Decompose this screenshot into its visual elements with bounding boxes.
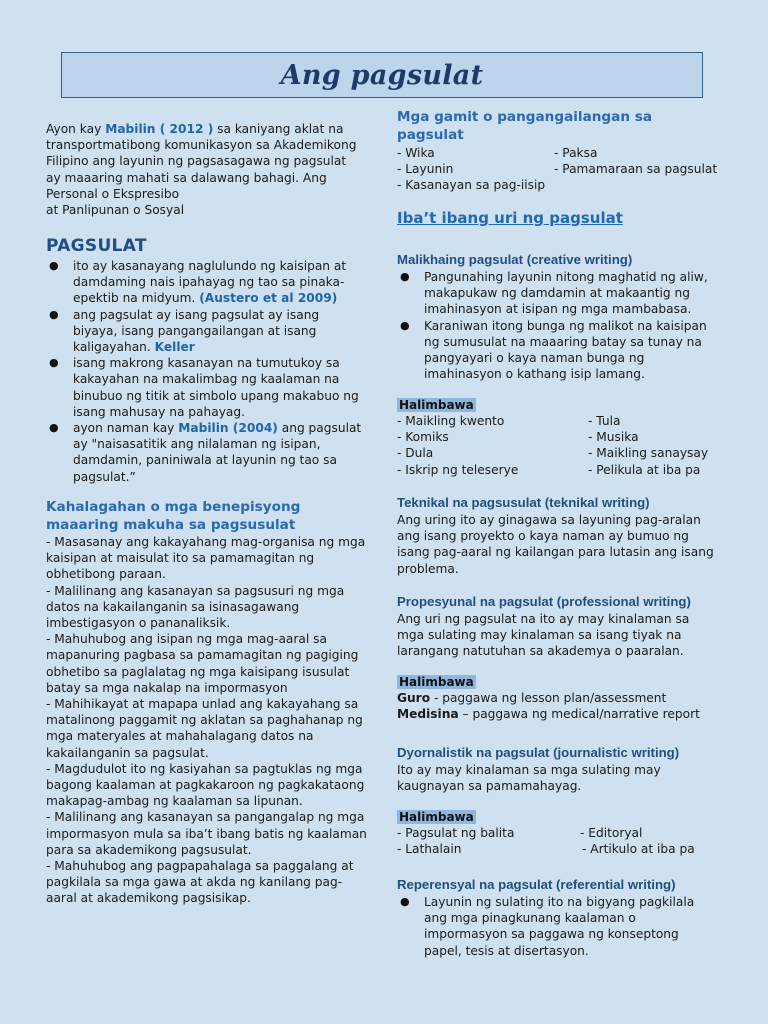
example-row: - Pagsulat ng balita - Editoryal [397, 826, 643, 840]
benefit-item: - Malilinang ang kasanayan sa pagsusuri ng mga datos na kakailanganin sa isinasagawang imbestigasyon o pananaliksik. [46, 583, 345, 631]
dyornalistik-heading: Dyornalistik na pagsulat (journalistic writing) [397, 745, 680, 760]
intro-text-1: Ayon kay [46, 122, 106, 136]
bullet-item: ● ayon naman kay Mabilin (2004) ang pagsulat ay "naisasatitik ang nilalaman ng isipan, damdamin, paniniwala at layunin ng tao sa pagsulat.” [49, 421, 362, 484]
gamit-heading: Mga gamit o pangangailangan sa pagsulat [397, 109, 653, 143]
example-row: - Iskrip ng teleserye - Pelikula at iba pa [397, 462, 701, 477]
benefit-item: - Mahihikayat at mapapa unlad ang kakayahang sa matalinong paggamit ng aklatan sa paghahanap ng mga materyales at mahahalagang datos na kakailanganin sa pagsulat. [46, 697, 363, 760]
benefit-item: - Malilinang ang kasanayan sa pangangalap ng mga impormasyon mula sa iba’t ibang batis ng kaalaman para sa akademikong pagsusulat. [46, 810, 367, 857]
bullet-dot-icon: ● [400, 270, 410, 283]
malikhaing-heading: Malikhaing pagsulat (creative writing) [397, 252, 633, 267]
reperensyal-bullets [397, 894, 713, 959]
page-title: Ang pagsulat [280, 59, 484, 91]
gamit-row: - Layunin - Pamamaraan sa pagsulat [397, 162, 718, 177]
bullet-item: ● ang pagsulat ay isang pagsulat ay isang biyaya, isang pangangailangan at isang kaligayahan. Keller [49, 307, 320, 355]
bullet-dot-icon: ● [400, 318, 410, 332]
gamit-row: - Kasanayan sa pag-iisip [397, 178, 546, 193]
bullet-dot-icon: ● [49, 307, 59, 321]
intro-author: Mabilin ( 2012 ) [105, 122, 214, 136]
gamit-row: - Wika - Paksa [397, 146, 598, 160]
malikhaing-bullets [397, 269, 723, 382]
reperensyal-heading: Reperensyal na pagsulat (referential writing) [397, 877, 676, 892]
benefits-heading: Kahalagahan o mga benepisyong maaaring makuha sa pagsusulat [46, 499, 301, 533]
teknikal-text: Ang uring ito ay ginagawa sa layuning pag-aralan ang isang proyekto o kaya naman ay bumuo ng isang pag-aaral ng kailangan para lutasin ang isang problema. [397, 513, 714, 576]
citation: Mabilin (2004) [178, 421, 278, 436]
intro-text-3: at Panlipunan o Sosyal [46, 203, 185, 218]
title-box [61, 52, 703, 98]
halimbawa-label: Halimbawa [399, 675, 474, 689]
benefit-item: - Mahuhubog ang pagpapahalaga sa paggalang at pagkilala sa mga gawa at akda ng kanilang pag-aaral at akademikong pagsisikap. [46, 859, 354, 906]
uri-heading: Iba’t ibang uri ng pagsulat [397, 209, 623, 227]
propesyunal-heading: Propesyunal na pagsulat (professional writing) [397, 594, 691, 609]
intro-text-2: sa kaniyang aklat na transportmatibong komunikasyon sa Akademikong Filipino ang layunin ng pagsasagawa ng pagsulat ay maaaring mahati sa dalawang bahagi. Ang Personal o Ekspresibo [46, 122, 357, 201]
benefit-item: - Magdudulot ito ng kasiyahan sa pagtuklas ng mga bagong kaalaman at pagkakaroon ng pagkakataong makapag-ambag ng kaalaman sa lipunan. [46, 761, 365, 809]
bullet-item: ● Pangunahing layunin nitong maghatid ng aliw, makapukaw ng damdamin at makaantig ng imahinasyon at isipan ng mga mambabasa. [400, 270, 708, 317]
halimbawa-label: Halimbawa [399, 398, 474, 412]
bullet-dot-icon: ● [49, 259, 59, 272]
dyornalistik-examples [397, 825, 727, 857]
bullet-dot-icon: ● [49, 421, 59, 435]
dyornalistik-text: Ito ay may kinalaman sa mga sulating may kaugnayan sa pamamahayag. [397, 763, 661, 794]
bullet-item: ● Karaniwan itong bunga ng malikot na kaisipan ng sumusulat na maaaring batay sa tunay na pangyayari o kaya naman bunga ng imahinasyon o kathang isip lamang. [400, 318, 707, 382]
example-row: - Lathalain - Artikulo at iba pa [397, 842, 695, 857]
bullet-item: ● ito ay kasanayang naglulundo ng kaisipan at damdaming nais ipahayag ng tao sa pinaka-epektib na midyum. (Austero et al 2009) [49, 259, 347, 306]
pagsulat-heading: PAGSULAT [46, 236, 147, 256]
propesyunal-text: Ang uri ng pagsulat na ito ay may kinalaman sa mga sulating may kinalaman sa isang tiyak na larangang natutuhan sa akademya o paaralan. [397, 612, 690, 659]
bullet-dot-icon: ● [49, 356, 59, 370]
example-row: Medisina – paggawa ng medical/narrative report [397, 707, 700, 722]
pagsulat-bullets [46, 258, 362, 485]
citation: (Austero et al 2009) [199, 291, 338, 306]
benefit-item: - Mahuhubog ang isipan ng mga mag-aaral sa mapanuring pagbasa sa pamamagitan ng pagiging obhetibo sa paglalatag ng mga kaisipang isusulat batay sa mga nakalap na impormasyon [46, 632, 359, 695]
bullet-dot-icon: ● [400, 895, 410, 908]
gamit-list [397, 145, 727, 194]
example-row: - Dula - Maikling sanaysay [397, 446, 709, 461]
example-row: - Maikling kwento - Tula [397, 414, 621, 428]
bullet-item: ● Layunin ng sulating ito na bigyang pagkilala ang mga pinagkunang kaalaman o impormasyon sa paggawa ng konseptong papel, tesis at disertasyon. [400, 895, 695, 958]
example-row: Guro - paggawa ng lesson plan/assessment [397, 691, 667, 705]
benefit-item: - Masasanay ang kakayahang mag-organisa ng mga kaisipan at maisulat ito sa pamamagitan ng obhetibong paraan. [46, 535, 366, 582]
benefits-list [46, 534, 370, 907]
malikhaing-examples [397, 413, 727, 478]
example-row: - Komiks - Musika [397, 430, 639, 445]
bullet-item: ● isang makrong kasanayan na tumutukoy sa kakayahan na makalimbag ng kaalaman na binubuo ng titik at simbolo upang makabuo ng isang mahusay na pahayag. [49, 356, 359, 419]
intro-paragraph [46, 121, 362, 218]
citation: Keller [154, 340, 195, 355]
propesyunal-examples [397, 690, 727, 722]
teknikal-heading: Teknikal na pagsusulat (teknikal writing) [397, 495, 650, 510]
halimbawa-label: Halimbawa [399, 810, 474, 824]
